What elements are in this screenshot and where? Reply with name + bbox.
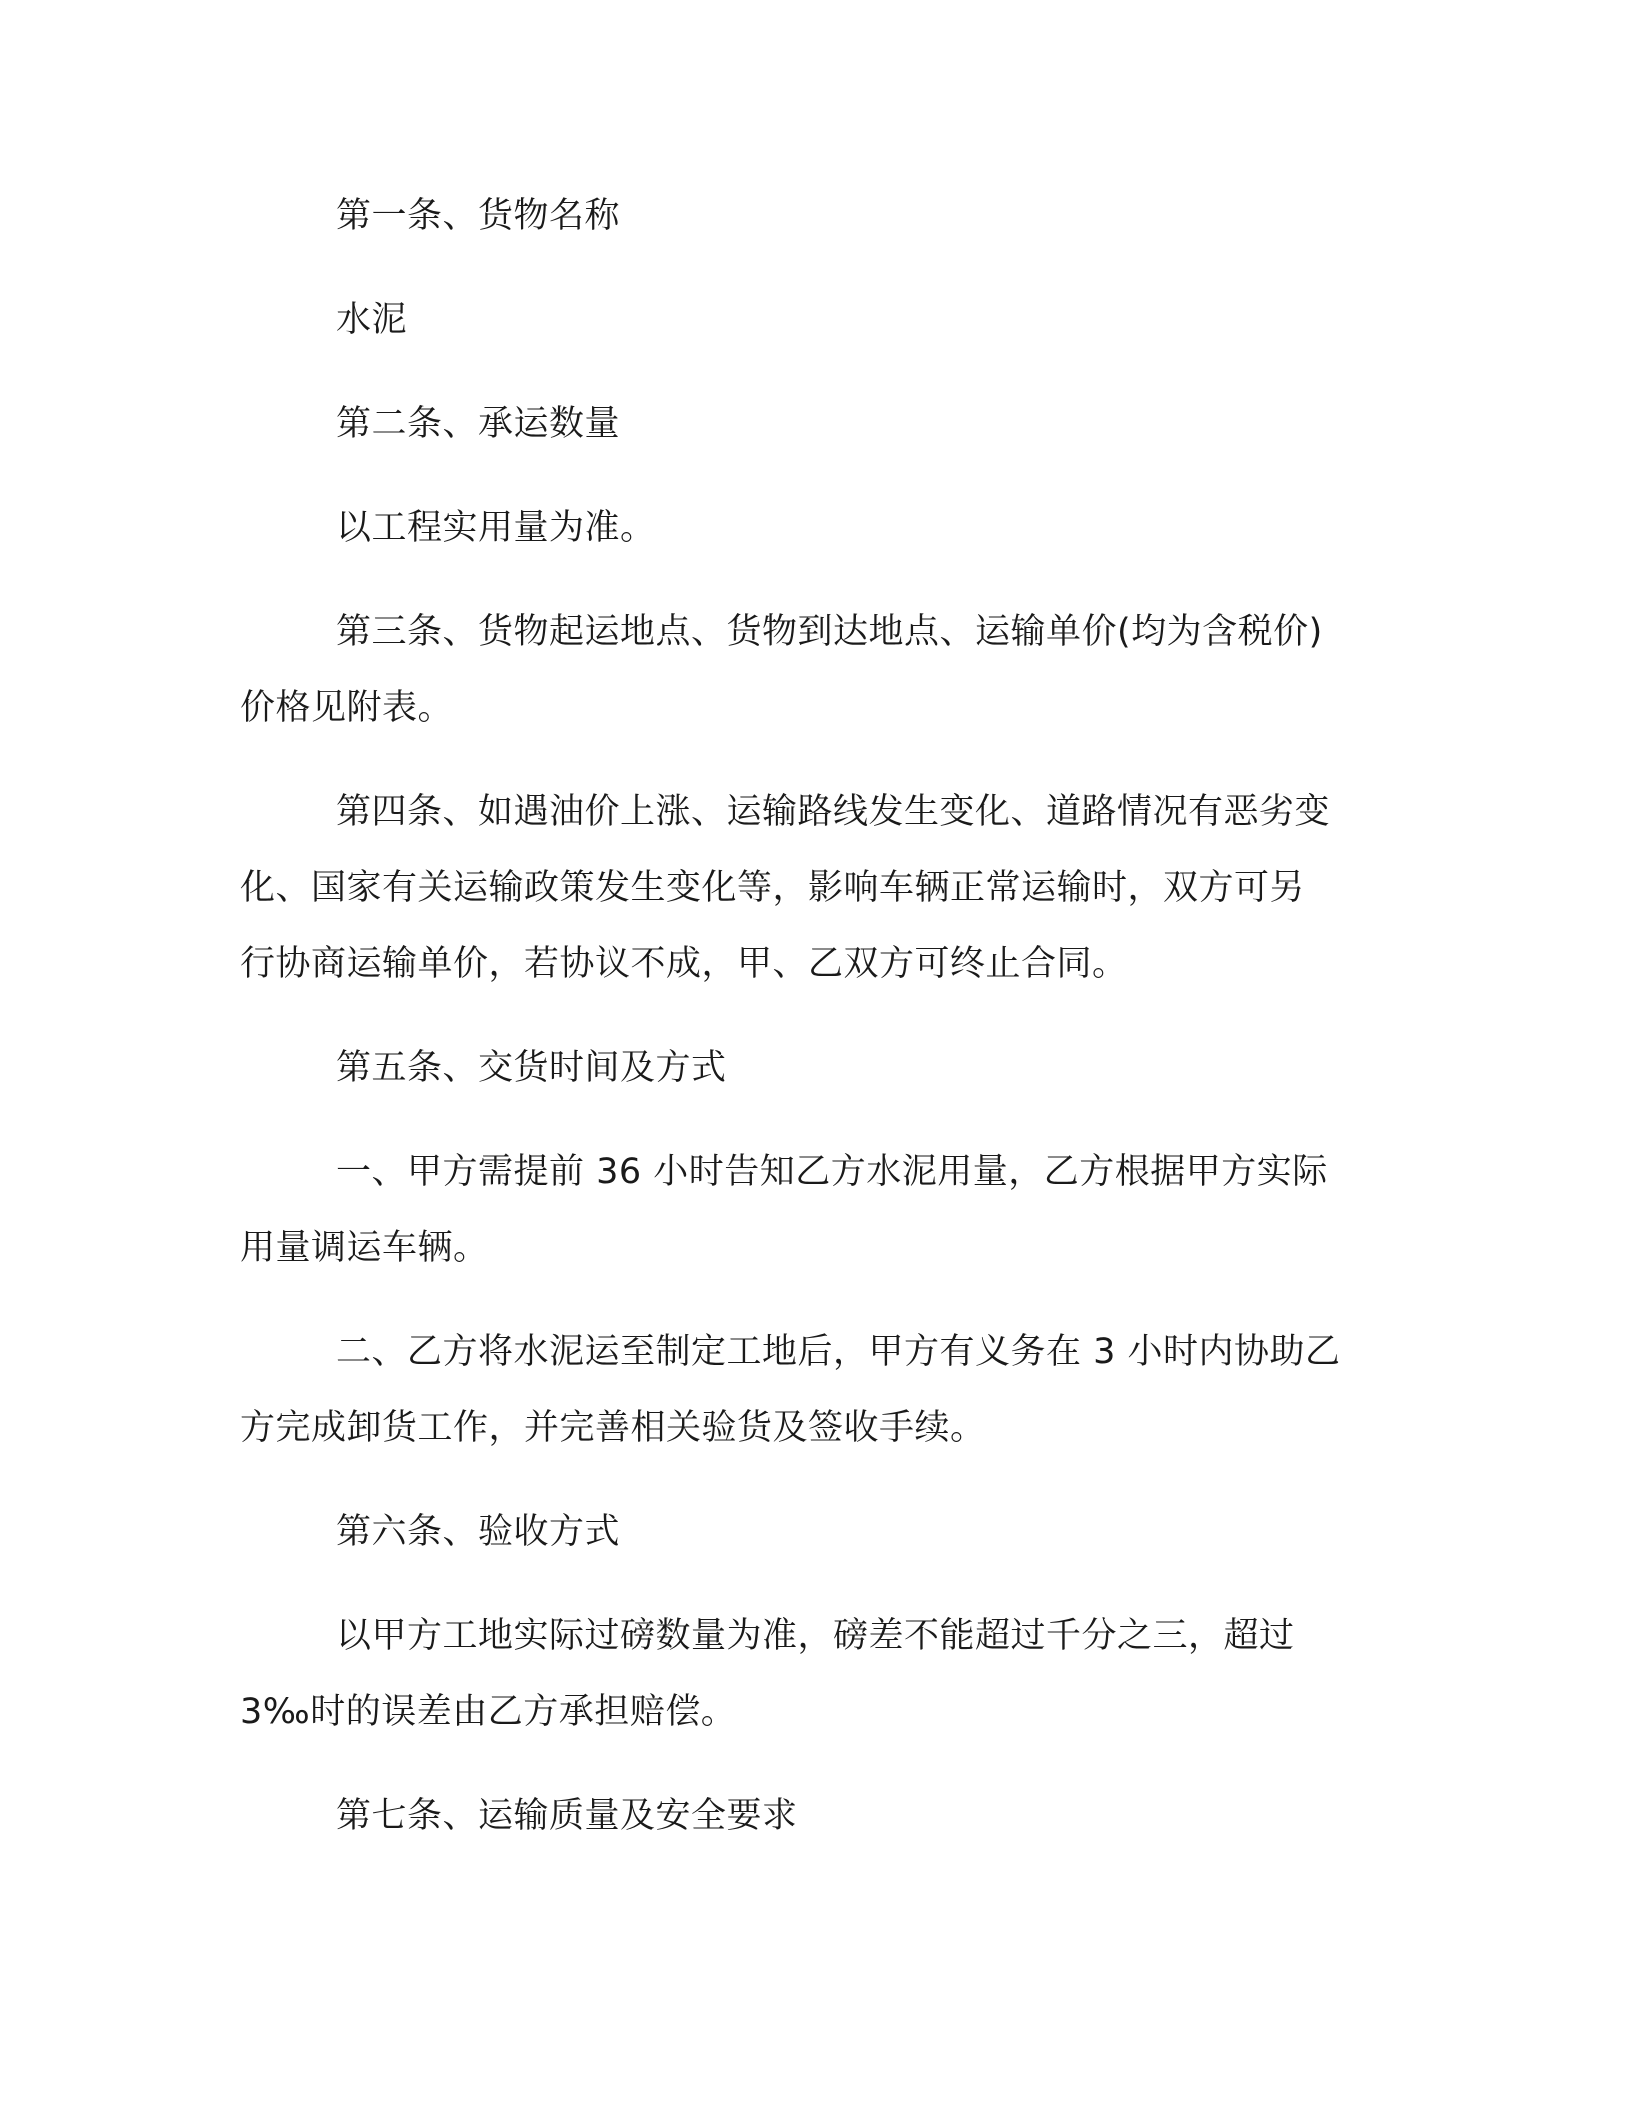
article-5-heading xyxy=(240,1030,1390,1106)
article-6-content xyxy=(240,1598,1390,1750)
text-line: 第五条、交货时间及方式 xyxy=(336,1048,727,1088)
text-line: 二、乙方将水泥运至制定工地后，甲方有义务在 3 小时内协助乙 xyxy=(336,1332,1341,1372)
article-1-content xyxy=(240,282,1390,358)
text-line: 用量调运车辆。 xyxy=(240,1228,489,1268)
text-line: 以甲方工地实际过磅数量为准，磅差不能超过千分之三，超过 xyxy=(336,1616,1295,1656)
article-3 xyxy=(240,594,1390,746)
text-line: 第二条、承运数量 xyxy=(336,404,621,444)
article-5-item-2 xyxy=(240,1314,1390,1466)
text-line: 第六条、验收方式 xyxy=(336,1512,621,1552)
text-line: 水泥 xyxy=(336,300,408,340)
text-line: 第三条、货物起运地点、货物到达地点、运输单价(均为含税价) xyxy=(336,612,1323,652)
text-line: 一、甲方需提前 36 小时告知乙方水泥用量，乙方根据甲方实际 xyxy=(336,1152,1328,1192)
article-5-item-1 xyxy=(240,1134,1390,1286)
article-7-heading xyxy=(240,1778,1390,1854)
article-4 xyxy=(240,774,1390,1002)
text-line: 第七条、运输质量及安全要求 xyxy=(336,1796,798,1836)
text-line: 第四条、如遇油价上涨、运输路线发生变化、道路情况有恶劣变 xyxy=(336,792,1331,832)
article-6-heading xyxy=(240,1494,1390,1570)
article-2-content xyxy=(240,490,1390,566)
text-line: 3‰时的误差由乙方承担赔偿。 xyxy=(240,1692,737,1732)
text-line: 以工程实用量为准。 xyxy=(336,508,656,548)
text-line: 化、国家有关运输政策发生变化等，影响车辆正常运输时，双方可另 xyxy=(240,868,1306,908)
text-line: 第一条、货物名称 xyxy=(336,196,621,236)
article-1-heading xyxy=(240,178,1390,254)
article-2-heading xyxy=(240,386,1390,462)
text-line: 方完成卸货工作，并完善相关验货及签收手续。 xyxy=(240,1408,986,1448)
text-line: 行协商运输单价，若协议不成，甲、乙双方可终止合同。 xyxy=(240,944,1128,984)
text-line: 价格见附表。 xyxy=(240,688,454,728)
